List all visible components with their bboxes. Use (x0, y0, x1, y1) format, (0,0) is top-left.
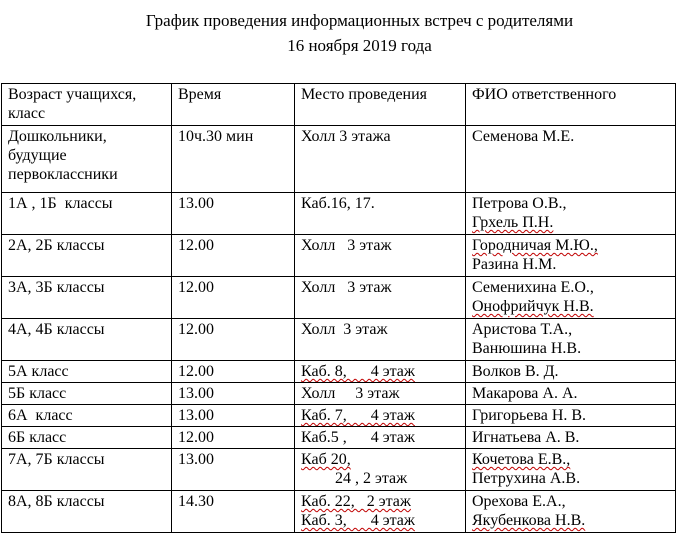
header-time-label: Время (178, 86, 222, 103)
table-row (2, 491, 676, 533)
table-row (2, 193, 676, 235)
place-line: Каб. 8, 4 этаж (301, 363, 415, 380)
table-row (2, 449, 676, 491)
place-line: 24 , 2 этаж (335, 470, 408, 487)
person-line: Онофрийчук Н.В. (472, 298, 594, 315)
person-line: Орехова Е.А., (472, 493, 566, 510)
place-line: Каб.16, 17. (301, 195, 375, 212)
cell-time (172, 405, 295, 427)
cell-place (295, 319, 466, 361)
place-line: Холл 3 этаж (301, 385, 400, 402)
person-line: Семенихина Е.О., (472, 279, 594, 296)
grade-line: 7А, 7Б классы (8, 451, 105, 468)
person-line: Петрухина А.В. (472, 470, 581, 487)
header-person (466, 84, 676, 126)
time-value: 12.00 (178, 429, 214, 446)
time-value: 10ч.30 мин (178, 128, 254, 145)
cell-person (466, 405, 676, 427)
document-title: График проведения информационных встреч с родителями (145, 11, 574, 30)
cell-time (172, 277, 295, 319)
person-line: Грхель П.Н. (472, 214, 554, 231)
person-line: Макарова А. А. (472, 385, 578, 402)
cell-person (466, 193, 676, 235)
cell-grade (2, 449, 172, 491)
cell-time (172, 193, 295, 235)
cell-person (466, 427, 676, 449)
time-value: 14.30 (178, 493, 214, 510)
person-line: Якубенкова Н.В. (472, 512, 586, 529)
table-row (2, 405, 676, 427)
cell-place (295, 383, 466, 405)
cell-grade (2, 427, 172, 449)
table-header-row (2, 84, 676, 126)
cell-grade (2, 277, 172, 319)
cell-place (295, 427, 466, 449)
cell-place (295, 491, 466, 533)
cell-person (466, 383, 676, 405)
cell-grade (2, 193, 172, 235)
grade-line: 8А, 8Б классы (8, 493, 105, 510)
cell-grade (2, 383, 172, 405)
cell-grade (2, 235, 172, 277)
cell-place (295, 277, 466, 319)
place-line: Холл 3 этажа (301, 128, 391, 145)
table-row (2, 277, 676, 319)
cell-time (172, 319, 295, 361)
time-value: 12.00 (178, 279, 214, 296)
cell-time (172, 383, 295, 405)
cell-time (172, 449, 295, 491)
place-line: Холл 3 этаж (301, 279, 392, 296)
cell-person (466, 235, 676, 277)
place-line: Каб.5 , 4 этаж (301, 429, 415, 446)
table-row (2, 383, 676, 405)
person-line: Григорьева Н. В. (472, 407, 587, 424)
cell-place (295, 405, 466, 427)
table-row (2, 361, 676, 383)
time-value: 12.00 (178, 321, 214, 338)
cell-person (466, 449, 676, 491)
time-value: 12.00 (178, 363, 214, 380)
cell-place (295, 193, 466, 235)
header-place (295, 84, 466, 126)
person-line: Волков В. Д. (472, 363, 559, 380)
cell-time (172, 491, 295, 533)
cell-grade (2, 405, 172, 427)
grade-line: 4А, 4Б классы (8, 321, 105, 338)
cell-time (172, 361, 295, 383)
cell-person (466, 361, 676, 383)
grade-line: 6А класс (8, 407, 73, 424)
grade-line: 6Б класс (8, 429, 67, 446)
person-line: Игнатьева А. В. (472, 429, 580, 446)
cell-grade (2, 319, 172, 361)
grade-line: 1А , 1Б классы (8, 195, 113, 212)
person-line: Кочетова Е.В., (472, 451, 571, 468)
table-row (2, 126, 676, 193)
grade-line: Дошкольники, (8, 128, 107, 145)
place-line: Холл 3 этаж (301, 237, 392, 254)
cell-person (466, 126, 676, 193)
person-line: Аристова Т.А., (472, 321, 573, 338)
table-row (2, 319, 676, 361)
cell-time (172, 126, 295, 193)
header-grade-line: Возраст учащихся, (8, 86, 137, 103)
place-line: Каб 20, (301, 451, 351, 468)
time-value: 13.00 (178, 195, 214, 212)
person-line: Разина Н.М. (472, 256, 557, 273)
header-grade (2, 84, 172, 126)
time-value: 13.00 (178, 385, 214, 402)
grade-line: 2А, 2Б классы (8, 237, 105, 254)
person-line: Семенова М.Е. (472, 128, 575, 145)
person-line: Городничая М.Ю., (472, 237, 598, 254)
cell-grade (2, 491, 172, 533)
place-line: Каб. 7, 4 этаж (301, 407, 415, 424)
cell-person (466, 319, 676, 361)
grade-line: 3А, 3Б классы (8, 279, 105, 296)
place-line: Холл 3 этаж (301, 321, 388, 338)
header-place-label: Место проведения (301, 86, 428, 103)
grade-line: 5Б класс (8, 385, 67, 402)
cell-place (295, 361, 466, 383)
cell-person (466, 491, 676, 533)
grade-line: будущие (8, 147, 67, 164)
time-value: 12.00 (178, 237, 214, 254)
time-value: 13.00 (178, 407, 214, 424)
cell-time (172, 235, 295, 277)
cell-grade (2, 361, 172, 383)
cell-person (466, 277, 676, 319)
place-line: Каб. 22, 2 этаж (301, 493, 411, 510)
header-grade-line: класс (8, 105, 46, 122)
cell-grade (2, 126, 172, 193)
cell-place (295, 235, 466, 277)
table-row (2, 427, 676, 449)
schedule-table (1, 83, 676, 533)
grade-line: 5А класс (8, 363, 69, 380)
cell-time (172, 427, 295, 449)
grade-line: первоклассники (8, 166, 118, 183)
place-line: Каб. 3, 4 этаж (301, 512, 415, 529)
document-date: 16 ноября 2019 года (287, 36, 432, 55)
cell-place (295, 449, 466, 491)
person-line: Ванюшина Н.В. (472, 340, 582, 357)
table-row (2, 235, 676, 277)
person-line: Петрова О.В., (472, 195, 567, 212)
time-value: 13.00 (178, 451, 214, 468)
header-person-label: ФИО ответственного (472, 86, 617, 103)
header-time (172, 84, 295, 126)
cell-place (295, 126, 466, 193)
